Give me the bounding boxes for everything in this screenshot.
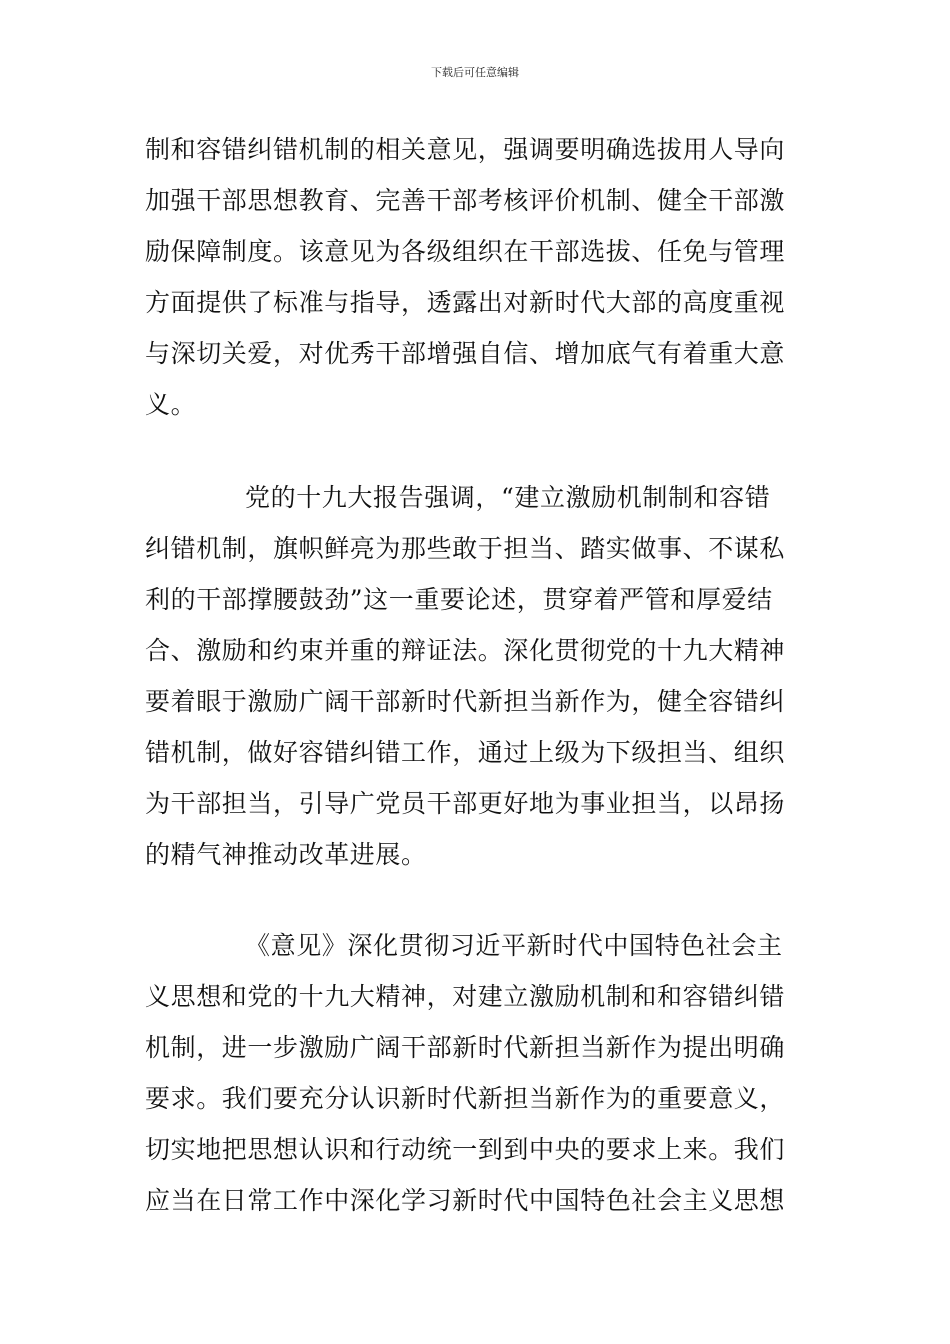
paragraph-line: 要求。我们要充分认识新时代新担当新作为的重要意义， — [145, 1084, 786, 1113]
paragraph-3 — [145, 920, 807, 1226]
paragraph-1 — [145, 124, 807, 430]
paragraph-line: 纠错机制，旗帜鲜亮为那些敢于担当、踏实做事、不谋私 — [145, 534, 786, 563]
paragraph-line: 励保障制度。该意见为各级组织在干部选拔、任免与管理 — [145, 237, 786, 266]
paragraph-line: 方面提供了标准与指导，透露出对新时代大部的高度重视 — [145, 288, 786, 317]
paragraph-line: 《意见》深化贯彻习近平新时代中国特色社会主 — [245, 931, 783, 960]
paragraph-line: 为干部担当，引导广党员干部更好地为事业担当，以昂扬 — [145, 789, 786, 818]
paragraph-line: 利的干部撑腰鼓劲”这一重要论述，贯穿着严管和厚爱结 — [145, 585, 773, 614]
paragraph-line: 合、激励和约束并重的辩证法。深化贯彻党的十九大精神 — [145, 636, 786, 665]
paragraph-line: 切实地把思想认识和行动统一到到中央的要求上来。我们 — [145, 1135, 786, 1164]
paragraph-line: 要着眼于激励广阔干部新时代新担当新作为，健全容错纠 — [145, 687, 786, 716]
paragraph-line: 错机制，做好容错纠错工作，通过上级为下级担当、组织 — [145, 738, 786, 767]
paragraph-line: 的精气神推动改革进展。 — [145, 840, 427, 869]
paragraph-line: 与深切关爱，对优秀干部增强自信、增加底气有着重大意 — [145, 339, 786, 368]
paragraph-line: 义思想和党的十九大精神，对建立激励机制和和容错纠错 — [145, 982, 786, 1011]
paragraph-line: 义。 — [145, 390, 197, 419]
paragraph-2 — [145, 472, 807, 880]
paragraph-line: 制和容错纠错机制的相关意见，强调要明确选拔用人导向 — [145, 135, 786, 164]
paragraph-line: 应当在日常工作中深化学习新时代中国特色社会主义思想 — [145, 1186, 786, 1215]
paragraph-line: 机制，进一步激励广阔干部新时代新担当新作为提出明确 — [145, 1033, 786, 1062]
paragraph-line: 党的十九大报告强调，“建立激励机制制和容错 — [245, 483, 771, 512]
paragraph-line: 加强干部思想教育、完善干部考核评价机制、健全干部激 — [145, 186, 786, 215]
header-note: 下载后可任意编辑 — [431, 66, 519, 79]
